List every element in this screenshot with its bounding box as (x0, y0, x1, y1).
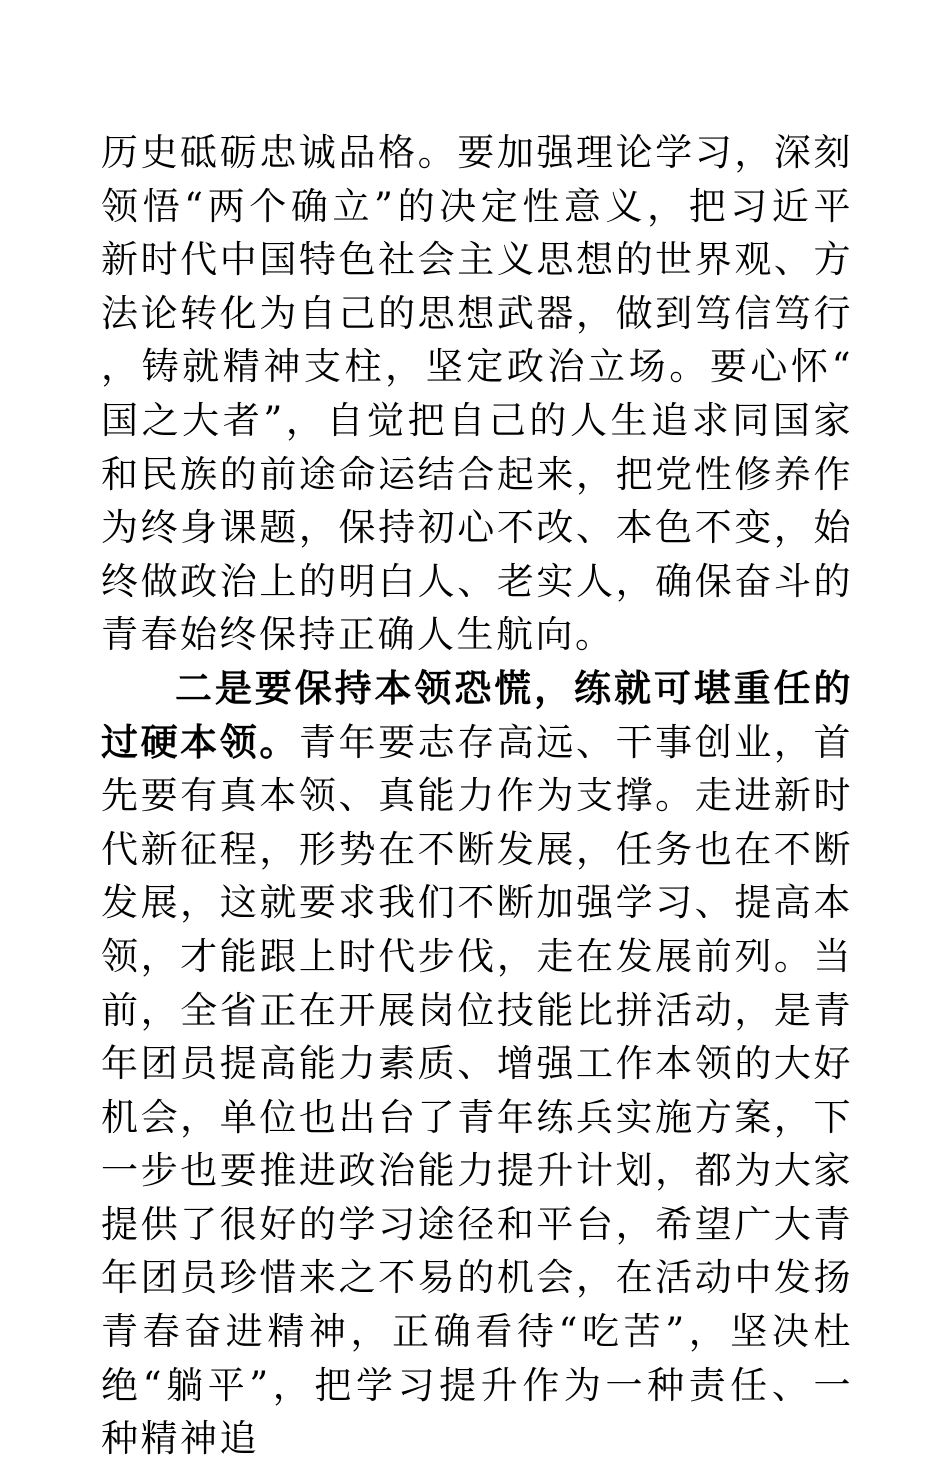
section-heading: 二是要保持本领恐慌，练就可堪重任的过硬本领。 (101, 665, 853, 764)
paragraph-skill-section (101, 662, 853, 1466)
document-body (101, 126, 853, 1466)
section-body: 青年要志存高远、干事创业，首先要有真本领、真能力作为支撑。走进新时代新征程，形势在不断发展，任务也在不断发展，这就要求我们不断加强学习、提高本领，才能跟上时代步伐，走在发展前列。当前，全省正在开展岗位技能比拼活动，是青年团员提高能力素质、增强工作本领的大好机会，单位也出台了青年练兵实施方案，下一步也要推进政治能力提升计划，都为大家提供了很好的学习途径和平台，希望广大青年团员珍惜来之不易的机会，在活动中发扬青春奋进精神，正确看待“吃苦”，坚决杜绝“躺平”，把学习提升作为一种责任、一种精神追 (101, 720, 854, 1461)
paragraph-continued: 历史砥砺忠诚品格。要加强理论学习，深刻领悟“两个确立”的决定性意义，把习近平新时代中国特色社会主义思想的世界观、方法论转化为自己的思想武器，做到笃信笃行，铸就精神支柱，坚定政治立场。要心怀“国之大者”，自觉把自己的人生追求同国家和民族的前途命运结合起来，把党性修养作为终身课题，保持初心不改、本色不变，始终做政治上的明白人、老实人，确保奋斗的青春始终保持正确人生航向。 (101, 131, 853, 657)
